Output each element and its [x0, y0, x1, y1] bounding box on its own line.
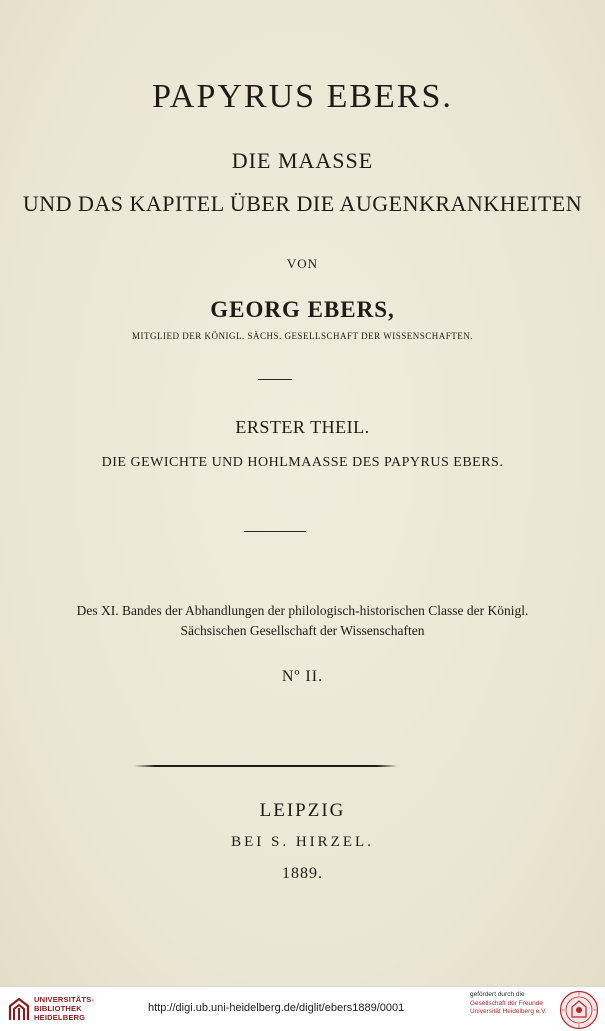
imprint-city: LEIPZIG: [259, 800, 346, 821]
library-name-line-1: UNIVERSITÄTS-: [34, 995, 95, 1004]
sponsor-line-3: Universität Heidelberg e.V.: [470, 1008, 547, 1015]
series-line-2: Sächsischen Gesellschaft der Wissenschaften: [180, 623, 425, 638]
subtitle-line-2: UND DAS KAPITEL ÜBER DIE AUGENKRANKHEITEN: [22, 191, 583, 216]
divider-rule-1: [258, 379, 292, 380]
book-title: PAPYRUS EBERS.: [152, 78, 453, 115]
permalink-url[interactable]: http://digi.ub.uni-heidelberg.de/diglit/ebers1889/0001: [148, 1002, 405, 1014]
digitization-footer: [0, 986, 605, 1031]
part-heading: ERSTER THEIL.: [235, 417, 370, 437]
imprint-year: 1889.: [282, 865, 323, 882]
part-subtitle: DIE GEWICHTE UND HOHLMAASSE DES PAPYRUS EBERS.: [101, 455, 504, 470]
by-label: VON: [286, 256, 319, 271]
volume-number: Nº II.: [281, 668, 324, 685]
imprint-publisher: BEI S. HIRZEL.: [231, 834, 374, 850]
sponsor-line-2: Gesellschaft der Freunde: [470, 999, 543, 1007]
author-affiliation: MITGLIED DER KÖNIGL. SÄCHS. GESELLSCHAFT DER WISSENSCHAFTEN.: [132, 331, 473, 341]
sponsor-line-1: gefördert durch die: [470, 991, 525, 998]
university-seal-icon: [559, 990, 599, 1030]
library-logo-icon: [8, 996, 30, 1022]
sponsor-credit: [470, 991, 558, 1017]
library-name-line-3: HEIDELBERG: [34, 1013, 86, 1022]
library-name: [34, 995, 94, 1022]
series-line-1: Des XI. Bandes der Abhandlungen der philologisch-historischen Classe der Königl.: [76, 603, 529, 618]
author-name: GEORG EBERS,: [210, 297, 395, 322]
divider-rule-3: [134, 765, 398, 767]
divider-rule-2: [244, 531, 306, 532]
library-name-line-2: BIBLIOTHEK: [34, 1004, 82, 1013]
subtitle-line-1: DIE MAASSE: [231, 148, 374, 173]
